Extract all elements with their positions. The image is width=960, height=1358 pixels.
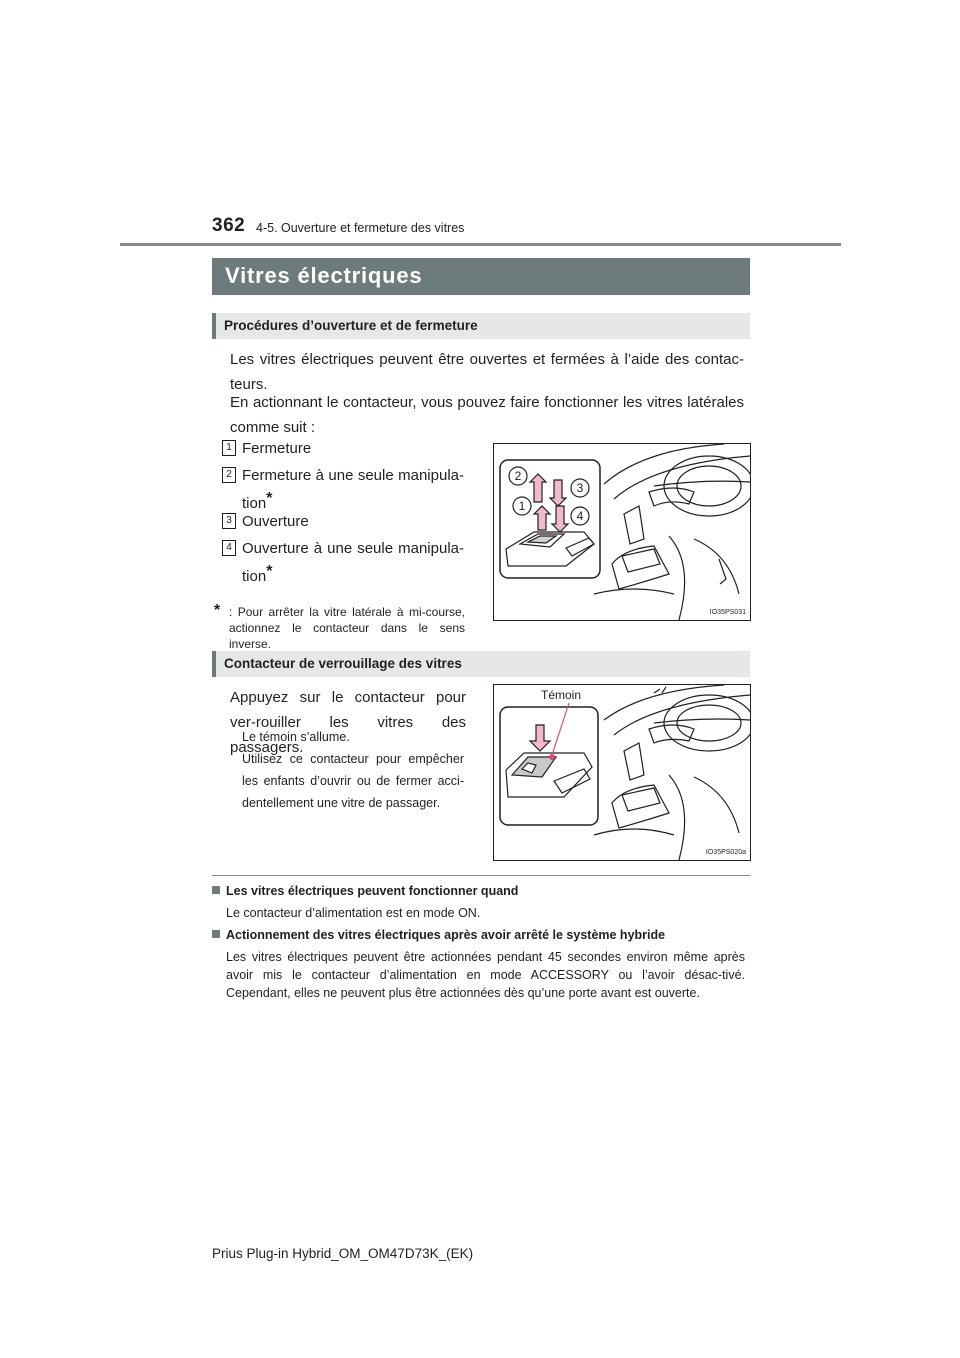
note-heading-2: Actionnement des vitres électriques après avoir arrêté le système hybride [212, 928, 665, 942]
section-heading-lock-switch [212, 651, 750, 677]
figure-code: IO35PS020a [705, 849, 746, 856]
lock-paragraph: Appuyez sur le contacteur pour ver-rouiller les vitres des passagers. [230, 689, 466, 756]
callout-label-2: 2 [514, 469, 522, 483]
indicator-label: Témoin [540, 688, 582, 702]
callout-label-4: 4 [576, 509, 584, 523]
note-heading-1: Les vitres électriques peuvent fonctionner quand [212, 884, 518, 898]
page-title-bar [212, 258, 750, 295]
item-number-3: 3 [222, 513, 236, 529]
callout-label-1: 1 [518, 499, 526, 513]
section-heading-procedures [212, 313, 750, 339]
heading-accent [212, 651, 216, 677]
note-body-1: Le contacteur d’alimentation est en mode ON. [226, 906, 481, 920]
notes-divider [212, 875, 750, 876]
item-text-2: Fermeture à une seule manipula-tion* [242, 467, 464, 512]
callout-label-3: 3 [576, 481, 584, 495]
figure-lock-switch [493, 684, 751, 861]
section-heading-label: Contacteur de verrouillage des vitres [224, 656, 462, 671]
page-title: Vitres électriques [225, 263, 423, 288]
intro-paragraph: Les vitres électriques peuvent être ouvertes et fermées à l’aide des contac-teurs. [230, 351, 744, 393]
footnote-marker: * [266, 563, 273, 580]
document-footer: Prius Plug-in Hybrid_OM_OM47D73K_(EK) [212, 1246, 474, 1261]
section-heading-label: Procédures d’ouverture et de fermeture [224, 318, 478, 333]
square-bullet-icon [212, 930, 220, 938]
note-body-2: Les vitres électriques peuvent être actionnées pendant 45 secondes environ même après avoir mis le contacteur d’alimentation en mode ACCESSORY ou l’avoir désac-tivé. Cependant, elles ne peuvent plus être actionnées dès qu’une porte avant est ouverte. [226, 950, 745, 1000]
indicator-note: Le témoin s’allume. [242, 730, 350, 744]
child-safety-note: Utilisez ce contacteur pour empêcher les enfants d’ouvrir ou de fermer acci-dentellement une vitre de passager. [242, 752, 464, 810]
breadcrumb: 4-5. Ouverture et fermeture des vitres [256, 221, 465, 235]
item-number-2: 2 [222, 467, 236, 483]
heading-accent [212, 313, 216, 339]
window-switch-illustration [494, 444, 750, 620]
item-text-4: Ouverture à une seule manipula-tion* [242, 540, 464, 585]
lock-switch-illustration [494, 685, 750, 860]
figure-code: IO35PS031 [709, 609, 746, 616]
page-number: 362 [212, 215, 246, 236]
item-text-1: Fermeture [242, 440, 312, 457]
header-divider [120, 243, 841, 246]
item-text-3: Ouverture [242, 513, 309, 530]
figure-window-switch [493, 443, 751, 621]
footnote-text: : Pour arrêter la vitre latérale à mi-course, actionnez le contacteur dans le sens inverse. [229, 605, 465, 651]
item-number-4: 4 [222, 540, 236, 556]
operation-paragraph: En actionnant le contacteur, vous pouvez faire fonctionner les vitres latérales comme suit : [230, 394, 744, 436]
footnote-star: * [214, 602, 221, 619]
footnote-marker: * [266, 490, 273, 507]
item-number-1: 1 [222, 440, 236, 456]
square-bullet-icon [212, 886, 220, 894]
